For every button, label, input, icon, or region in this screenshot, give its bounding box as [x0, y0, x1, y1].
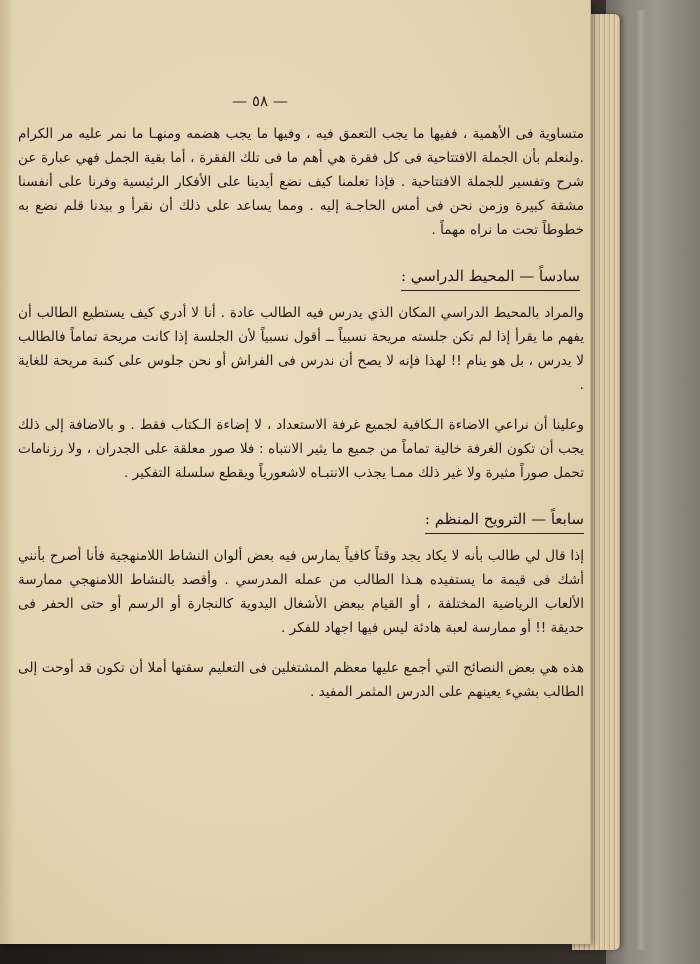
- protective-cover: [606, 0, 700, 964]
- section-6-paragraph-2: وعلينا أن نراعي الاضاءة الـكافية لجميع غرفة الاستعداد ، لا إضاءة الـكتاب فقط . و بالاضافة إلى ذلك يجب أن تكون الغرفة خالية تماماً من جميع ما يثير الانتباه : فلا صور معلقة على الجدران ، ولا رزنامات تحمل صوراً مثيرة ولا غير ذلك ممـا يجذب الانتبـاه لاشعورياً ويقطع سلسلة التفكير .: [18, 417, 584, 481]
- page-body: [18, 122, 584, 704]
- section-heading-7: سابعاً — الترويح المنظم :: [425, 507, 584, 534]
- cover-shine: [636, 10, 646, 950]
- section-6-paragraph-1: والمراد بالمحيط الدراسي المكان الذي يدرس فيه الطالب عادة . أنا لا أدري كيف يستطيع الطالب أن يفهم ما يقرأ إذا لم تكن جلسته مريحة نسبياً ــ أقول نسبياً لأن الجلسة إذا كانت مريحة تماماً فالطالب لا يدرس ، بل هو ينام !! لهذا فإنه لا يصح أن ندرس فى الفراش أو نحن جلوس على كنبة مريحة للغاية .: [18, 305, 584, 393]
- page-gutter: [0, 0, 14, 944]
- page-number: — ٥٨ —: [232, 92, 288, 110]
- section-7-paragraph-1: إذا قال لي طالب بأنه لا يكاد يجد وقتاً كافياً يمارس فيه بعض ألوان النشاط اللامنهجية فأنا أصرح بأنني أشك فى قيمة ما يستفيده هـذا الطالب من عمله المدرسي . وأقصد بالنشاط اللامنهجي ممارسة الألعاب الرياضية المختلفة ، أو القيام ببعض الأشغال اليدوية كالنجارة أو الرسم أو حتى الحفر فى حديقة !! أو ممارسة لعبة هادئة ليس فيها اجهاد للفكر .: [18, 548, 584, 636]
- intro-paragraph: متساوية فى الأهمية ، ففيها ما يجب التعمق فيه ، وفيها ما يجب هضمه ومنهـا ما نمر عليه مر الكرام .ولنعلم بأن الجملة الافتتاحية فى كل فقرة هي أهم ما فى تلك الفقرة ، أما بقية الجمل فهي عبارة عن شرح وتفسير للجملة الافتتاحية . فإذا تعلمنا كيف نضع أيدينا على الأفكار الرئيسية وفرنا على أنفسنا مشقة كبيرة وزمن نحن فى أمس الحاجـة إليه . ومما يساعد على ذلك أن نقرأ و بيدنا قلم نضع به خطوطاً تحت ما نراه مهماً .: [18, 126, 584, 238]
- section-7-paragraph-2: هذه هي بعض النصائح التي أجمع عليها معظم المشتغلين فى التعليم سقتها أملا أن تكون قد أوحت إلى الطالب بشيء يعينهم على الدرس المثمر المفيد .: [18, 660, 584, 700]
- section-heading-6: سادساً — المحيط الدراسي :: [401, 264, 580, 291]
